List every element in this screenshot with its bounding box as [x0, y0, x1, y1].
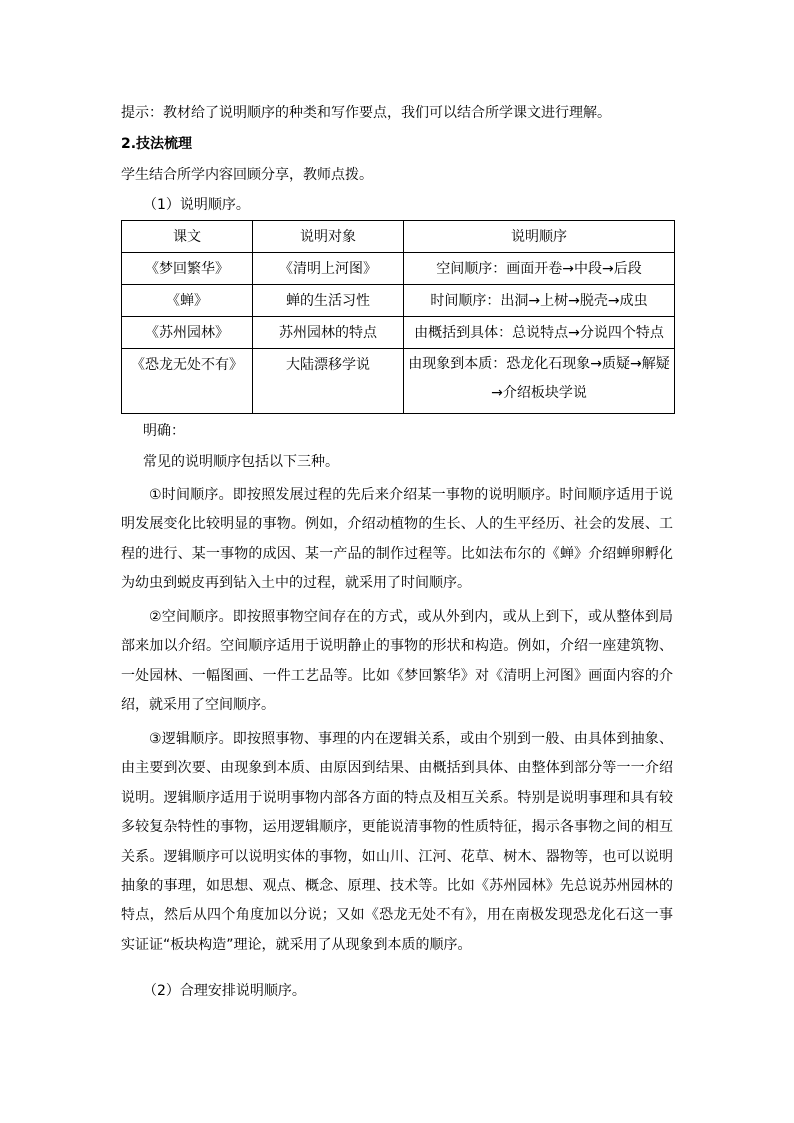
clarify-label: 明确：	[143, 423, 185, 439]
table-header-cell: 说明顺序	[404, 221, 675, 253]
sub-heading-2: （2）合理安排说明顺序。	[143, 983, 306, 999]
table-row	[122, 253, 675, 285]
table-cell: 由概括到具体：总说特点→分说四个特点	[404, 317, 675, 349]
three-kinds-text: 常见的说明顺序包括以下三种。	[143, 454, 339, 470]
paragraph-time-order: ①时间顺序。即按照发展过程的先后来介绍某一事物的说明顺序。时间顺序适用于说明发展变化比较明显的事物。例如，介绍动植物的生长、人的生平经历、社会的发展、工程的进行、某一事物的成因、某一产品的制作过程等。比如法布尔的《蝉》介绍蝉卵孵化为幼虫到蜕皮再到钻入土中的过程，就采用了时间顺序。	[121, 487, 673, 592]
table-row	[122, 285, 675, 317]
table-cell: 空间顺序：画面开卷→中段→后段	[404, 253, 675, 285]
table-row	[122, 349, 675, 414]
table-row	[122, 317, 675, 349]
table-cell: 苏州园林的特点	[253, 317, 404, 349]
order-table	[121, 220, 675, 414]
sub-heading-1: （1）说明顺序。	[143, 197, 250, 213]
section-heading: 2.技法梳理	[121, 136, 193, 152]
paragraph-space-order: ②空间顺序。即按照事物空间存在的方式，或从外到内，或从上到下，或从整体到局部来加以介绍。空间顺序适用于说明静止的事物的形状和构造。例如，介绍一座建筑物、一处园林、一幅图画、一件工艺品等。比如《梦回繁华》对《清明上河图》画面内容的介绍，就采用了空间顺序。	[121, 609, 673, 714]
table-cell: 《苏州园林》	[122, 317, 253, 349]
table-header-row	[122, 221, 675, 253]
table-cell: 时间顺序：出洞→上树→脱壳→成虫	[404, 285, 675, 317]
hint-text: 提示：教材给了说明顺序的种类和写作要点，我们可以结合所学课文进行理解。	[121, 105, 611, 121]
table-cell: 《梦回繁华》	[122, 253, 253, 285]
table-cell: 《清明上河图》	[253, 253, 404, 285]
table-header-cell: 说明对象	[253, 221, 404, 253]
paragraph-logic-order: ③逻辑顺序。即按照事物、事理的内在逻辑关系，或由个别到一般、由具体到抽象、由主要到次要、由现象到本质、由原因到结果、由概括到具体、由整体到部分等一一介绍说明。逻辑顺序适用于说明事物内部各方面的特点及相互关系。特别是说明事理和具有较多较复杂特性的事物，运用逻辑顺序，更能说清事物的性质特征，揭示各事物之间的相互关系。逻辑顺序可以说明实体的事物，如山川、江河、花草、树木、器物等，也可以说明抽象的事理，如思想、观点、概念、原理、技术等。比如《苏州园林》先总说苏州园林的特点，然后从四个角度加以分说；又如《恐龙无处不有》，用在南极发现恐龙化石这一事实证证“板块构造”理论，就采用了从现象到本质的顺序。	[121, 731, 673, 953]
table-header-cell: 课文	[122, 221, 253, 253]
table-cell: 《蝉》	[122, 285, 253, 317]
table-cell: 《恐龙无处不有》	[122, 349, 253, 414]
table-cell: 由现象到本质：恐龙化石现象→质疑→解疑→介绍板块学说	[404, 349, 675, 414]
intro-text: 学生结合所学内容回顾分享，教师点拨。	[121, 167, 373, 183]
table-cell: 大陆漂移学说	[253, 349, 404, 414]
table-cell: 蝉的生活习性	[253, 285, 404, 317]
